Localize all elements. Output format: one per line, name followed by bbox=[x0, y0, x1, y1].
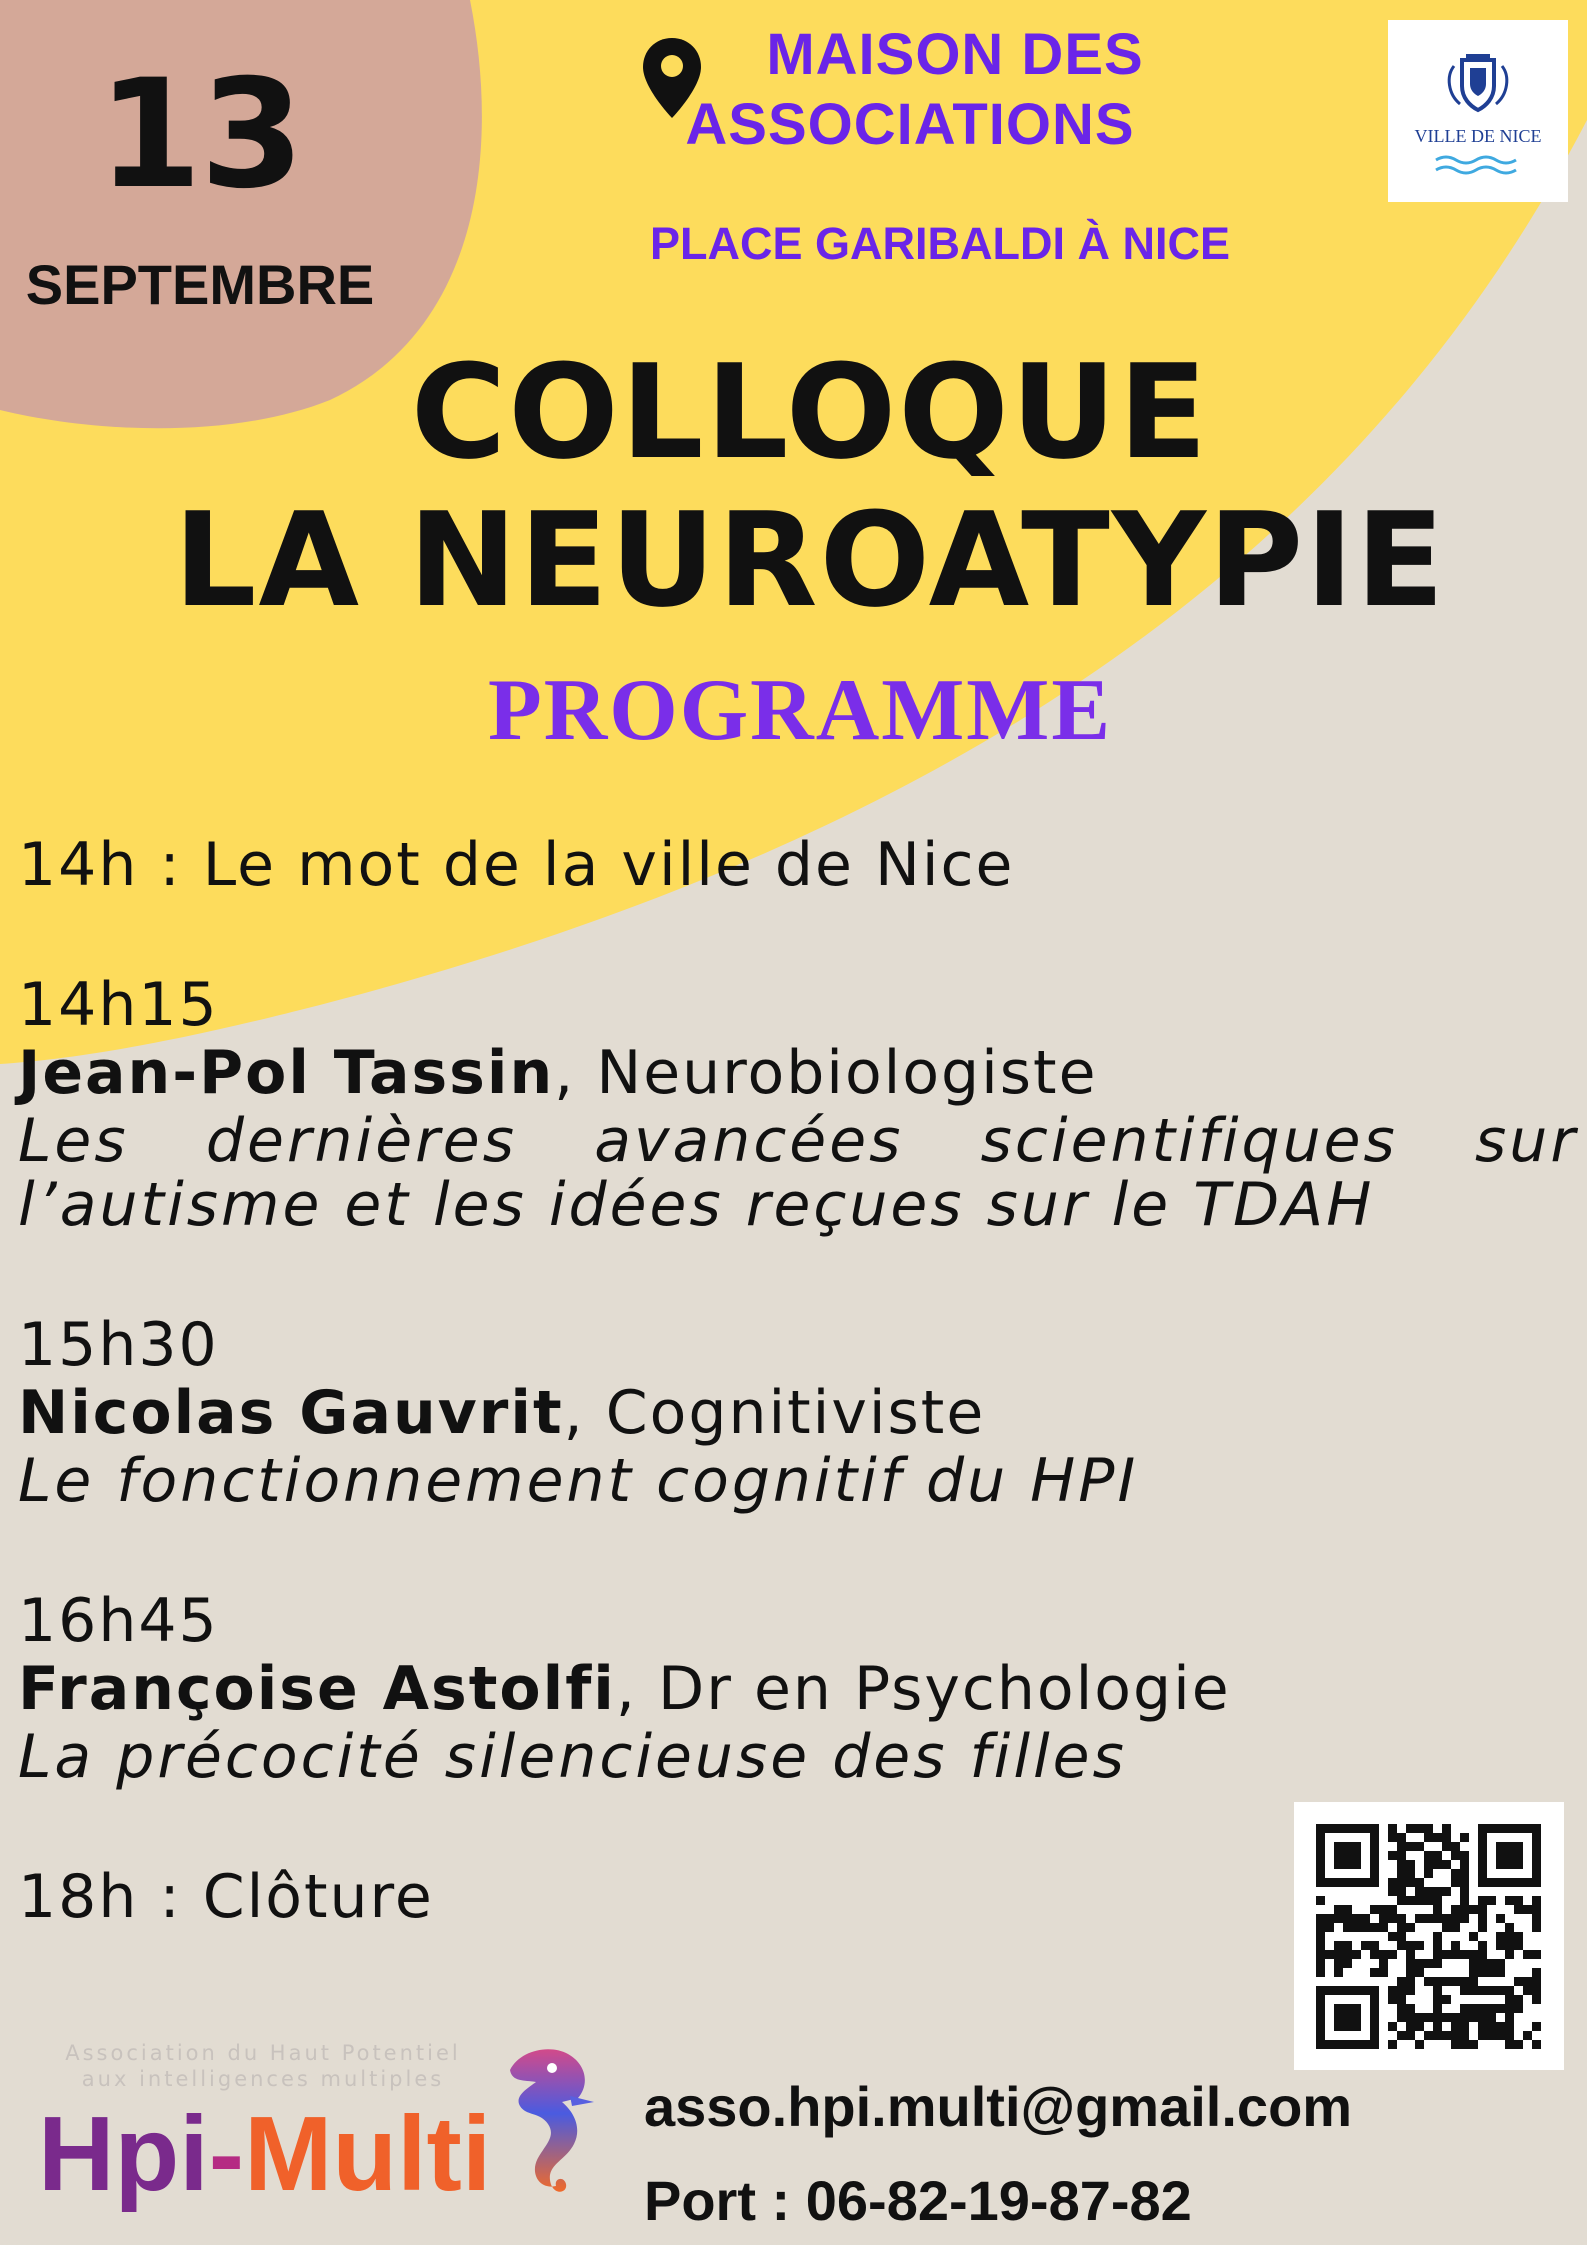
ville-de-nice-logo bbox=[1388, 20, 1568, 202]
speaker-name: Françoise Astolfi bbox=[18, 1654, 616, 1724]
hpi-multi-logo-text bbox=[38, 2094, 491, 2214]
ville-de-nice-label: VILLE DE NICE bbox=[1414, 126, 1542, 146]
program-time: 15h30 bbox=[18, 1310, 219, 1380]
venue-name bbox=[620, 20, 1200, 160]
contact-phone[interactable]: Port : 06-82-19-87-82 bbox=[644, 2169, 1192, 2232]
speaker-name: Nicolas Gauvrit bbox=[18, 1378, 564, 1448]
title-line1: COLLOQUE bbox=[410, 336, 1210, 488]
tagline-line2: aux intelligences multiples bbox=[81, 2067, 445, 2091]
program-item-opening: 14h : Le mot de la ville de Nice bbox=[18, 830, 1015, 900]
seahorse-logo-icon bbox=[490, 2040, 610, 2210]
speaker-role: , Neurobiologiste bbox=[554, 1038, 1098, 1108]
title-line2: LA NEUROATYPIE bbox=[173, 484, 1447, 636]
programme-heading: PROGRAMME bbox=[487, 662, 1113, 759]
program-time: 16h45 bbox=[18, 1586, 219, 1656]
talk-title-line2: l’autisme et les idées reçues sur le TDAH bbox=[18, 1170, 1375, 1240]
brand-multi: Multi bbox=[244, 2095, 492, 2213]
speaker-line bbox=[18, 1038, 1098, 1108]
contact-email[interactable]: asso.hpi.multi@gmail.com bbox=[644, 2075, 1353, 2138]
qr-code[interactable] bbox=[1294, 1802, 1564, 2070]
speaker-line bbox=[18, 1654, 1231, 1724]
venue-line2: ASSOCIATIONS bbox=[685, 92, 1135, 157]
venue-line1: MAISON DES bbox=[766, 22, 1144, 87]
speaker-role: , Dr en Psychologie bbox=[615, 1654, 1231, 1724]
talk-title-line1: Les dernières avancées scientifiques sur bbox=[18, 1106, 1578, 1176]
event-title bbox=[40, 338, 1580, 634]
event-month: SEPTEMBRE bbox=[25, 253, 375, 316]
talk-title: La précocité silencieuse des filles bbox=[18, 1722, 1127, 1792]
talk-title: Le fonctionnement cognitif du HPI bbox=[18, 1446, 1139, 1516]
association-tagline bbox=[38, 2040, 488, 2092]
tagline-line1: Association du Haut Potentiel bbox=[65, 2041, 461, 2065]
speaker-line bbox=[18, 1378, 985, 1448]
waves-icon bbox=[1388, 150, 1568, 200]
speaker-role: , Cognitiviste bbox=[563, 1378, 986, 1448]
event-day: 13 bbox=[97, 48, 303, 222]
brand-dash: - bbox=[208, 2095, 245, 2213]
brand-hpi: Hpi bbox=[38, 2095, 209, 2213]
program-time: 14h15 bbox=[18, 970, 219, 1040]
nice-coat-of-arms-icon bbox=[1388, 20, 1568, 126]
speaker-name: Jean-Pol Tassin bbox=[18, 1038, 555, 1108]
venue-address: PLACE GARIBALDI À NICE bbox=[649, 218, 1230, 269]
program-item-closing: 18h : Clôture bbox=[18, 1862, 434, 1932]
